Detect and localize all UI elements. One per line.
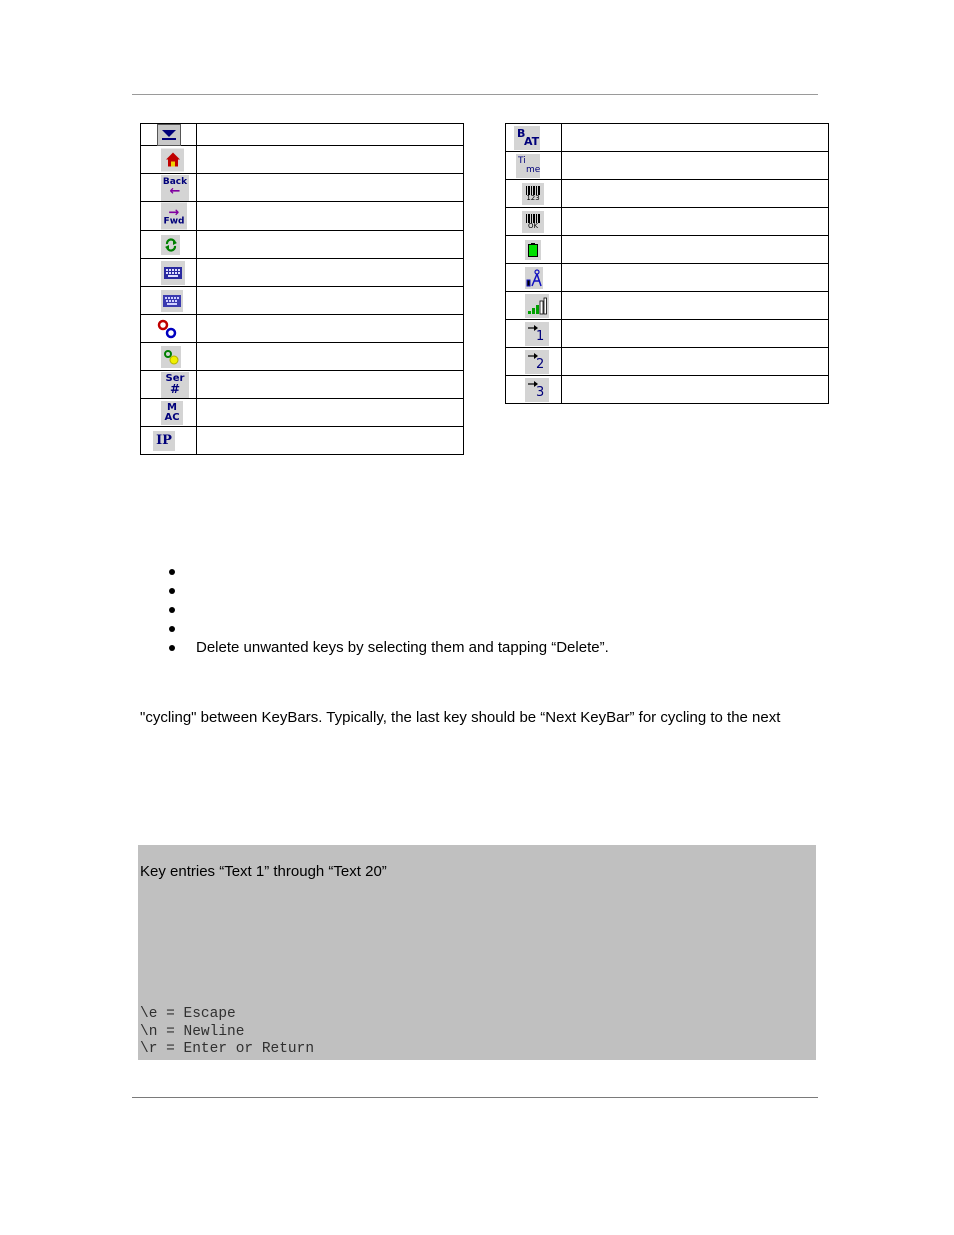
code-line: \e = Escape bbox=[140, 1006, 236, 1022]
serial-number-icon: Ser # bbox=[161, 372, 189, 398]
icon-description bbox=[562, 320, 829, 348]
icon-cell bbox=[506, 292, 562, 320]
code-box-title: Key entries “Text 1” through “Text 20” bbox=[140, 863, 387, 880]
barcode-count-icon: 123 bbox=[522, 183, 544, 205]
icon-description bbox=[197, 174, 464, 202]
body-paragraph: "cycling" between KeyBars. Typically, the last key should be “Next KeyBar” for cycling to the next bbox=[140, 709, 781, 726]
code-example-box bbox=[138, 845, 816, 1060]
icon-description bbox=[562, 180, 829, 208]
right-icon-table bbox=[505, 123, 829, 404]
icon-cell bbox=[506, 208, 562, 236]
icon-description bbox=[197, 259, 464, 287]
icon-cell bbox=[141, 315, 197, 343]
icon-description bbox=[197, 287, 464, 315]
bullet-list bbox=[162, 562, 609, 657]
icon-description bbox=[197, 343, 464, 371]
icon-description bbox=[197, 146, 464, 174]
icon-cell bbox=[141, 124, 197, 146]
icon-cell bbox=[506, 320, 562, 348]
icon-cell bbox=[141, 146, 197, 174]
icon-description bbox=[562, 292, 829, 320]
refresh-icon bbox=[161, 235, 180, 255]
time-icon: Ti me bbox=[516, 154, 540, 178]
bullet-item bbox=[162, 581, 609, 600]
icon-description bbox=[562, 348, 829, 376]
icon-cell bbox=[506, 348, 562, 376]
icon-cell bbox=[506, 180, 562, 208]
icon-description bbox=[562, 152, 829, 180]
escape-code-list bbox=[140, 1006, 314, 1059]
icon-cell bbox=[506, 264, 562, 292]
signal-strength-icon bbox=[525, 294, 549, 318]
icon-cell bbox=[141, 174, 197, 202]
bullet-item bbox=[162, 562, 609, 581]
antenna-icon bbox=[525, 267, 543, 289]
icon-cell bbox=[141, 202, 197, 231]
forward-icon: → Fwd bbox=[161, 203, 187, 230]
icon-description bbox=[197, 315, 464, 343]
icon-cell bbox=[141, 259, 197, 287]
next-1-icon: 1 bbox=[525, 322, 549, 346]
icon-description bbox=[562, 376, 829, 404]
next-3-icon: 3 bbox=[525, 378, 549, 402]
icon-cell bbox=[506, 152, 562, 180]
icon-cell bbox=[141, 287, 197, 315]
icon-description bbox=[562, 236, 829, 264]
header-rule bbox=[132, 94, 818, 95]
icon-description bbox=[562, 208, 829, 236]
icon-description bbox=[197, 399, 464, 427]
footer-rule bbox=[132, 1097, 818, 1098]
icon-description bbox=[197, 124, 464, 146]
battery-level-icon bbox=[525, 240, 541, 260]
gears-yellow-icon bbox=[161, 346, 181, 368]
icon-cell bbox=[506, 124, 562, 152]
code-line: \n = Newline bbox=[140, 1023, 245, 1040]
ip-address-icon: IP bbox=[153, 431, 175, 451]
keyboard-alt-icon bbox=[161, 290, 183, 312]
icon-cell bbox=[141, 371, 197, 399]
code-line: \r = Enter or Return bbox=[140, 1041, 315, 1057]
icon-cell bbox=[506, 236, 562, 264]
dropdown-arrow-icon bbox=[157, 124, 181, 146]
icon-description bbox=[197, 427, 464, 455]
icon-description bbox=[197, 231, 464, 259]
settings-gears-icon bbox=[155, 317, 179, 341]
icon-cell bbox=[141, 427, 197, 455]
icon-description bbox=[197, 202, 464, 231]
keyboard-icon bbox=[161, 261, 185, 285]
icon-description bbox=[562, 124, 829, 152]
bullet-item bbox=[162, 600, 609, 619]
back-icon: Back ← bbox=[162, 176, 188, 199]
next-2-icon: 2 bbox=[525, 350, 549, 374]
barcode-ok-icon: OK bbox=[522, 211, 544, 233]
icon-cell bbox=[141, 343, 197, 371]
icon-description bbox=[197, 371, 464, 399]
battery-text-icon: B AT bbox=[514, 126, 540, 150]
bullet-item: Delete unwanted keys by selecting them and tapping “Delete”. bbox=[162, 638, 609, 657]
left-icon-table bbox=[140, 123, 464, 455]
bullet-item bbox=[162, 619, 609, 638]
home-icon bbox=[161, 148, 184, 171]
icon-cell bbox=[506, 376, 562, 404]
icon-cell bbox=[141, 231, 197, 259]
mac-address-icon: M AC bbox=[161, 401, 183, 425]
icon-cell bbox=[141, 399, 197, 427]
icon-description bbox=[562, 264, 829, 292]
